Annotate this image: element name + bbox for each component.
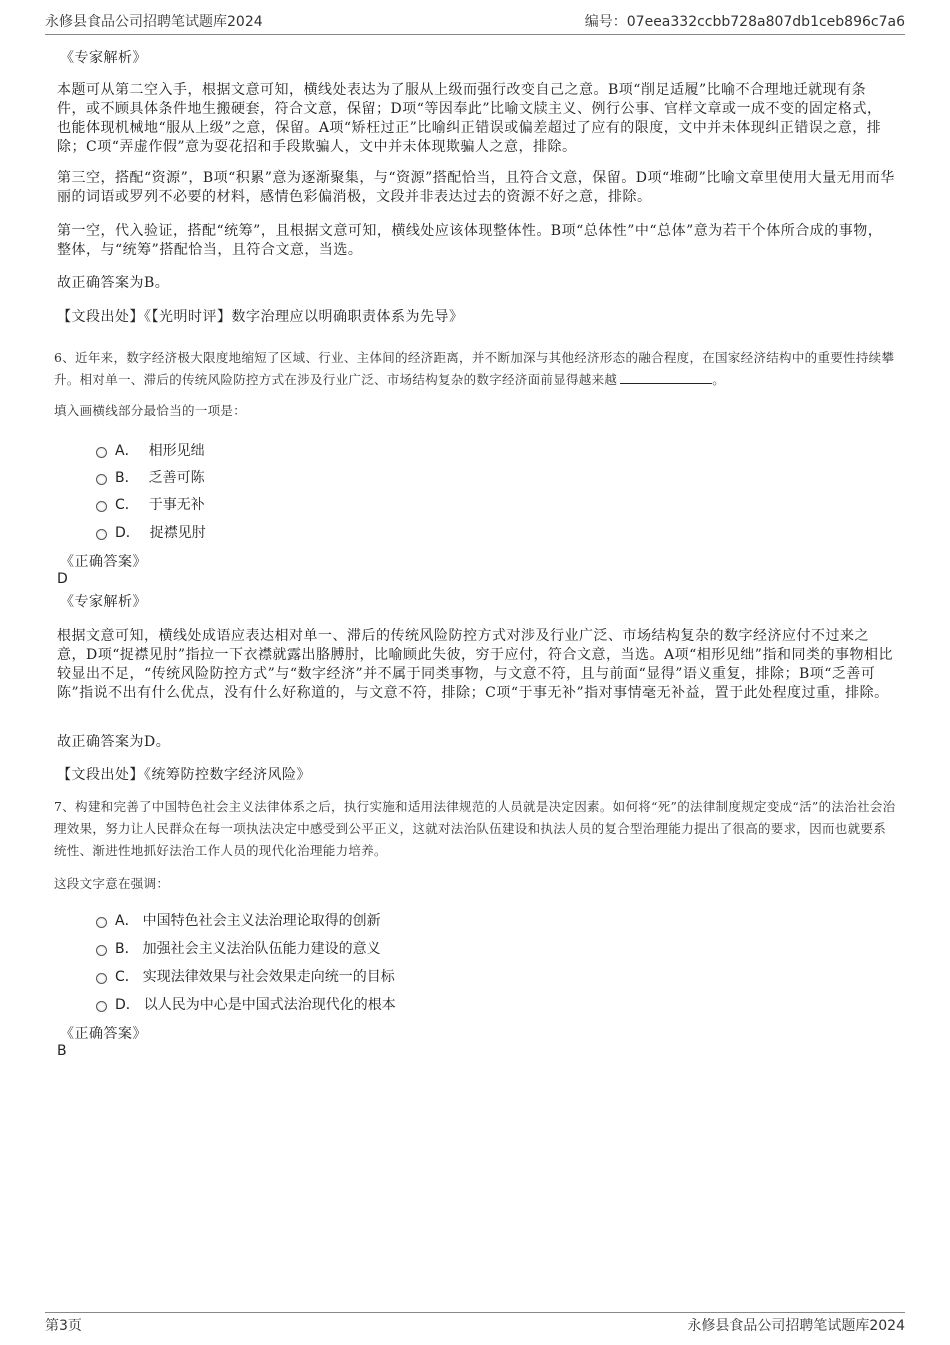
q6-prompt: 填入画横线部分最恰当的一项是： — [54, 403, 247, 418]
q6-option-b[interactable]: B． 乏善可陈 — [96, 467, 205, 487]
footer-title: 永修县食品公司招聘笔试题库2024 — [687, 1318, 905, 1334]
q6-blank — [620, 370, 712, 384]
q5-conclusion: 故正确答案为B。 — [57, 275, 170, 291]
q6-source: 【文段出处】《统筹防控数字经济风险》 — [57, 767, 311, 783]
q5-analysis-para1: 本题可从第二空入手，根据文意可知，横线处表达为了服从上级而强行改变自己之意。B项“削足适履”比喻不合理地迁就现有条件，或不顾具体条件地生搬硬套，符合文意，保留；D项“等因奉此”比喻文牍主义、例行公事、官样文章或一成不变的固定格式，也能体现机械地“服从上级”之意，保留。A项“矫枉过正”比喻纠正错误或偏差超过了应有的限度，文中并未体现纠正错误之意，排除；C项“弄虚作假”意为耍花招和手段欺骗人，文中并未体现欺骗人之意，排除。 — [57, 82, 882, 155]
q7-answer: B — [57, 1043, 67, 1059]
q7-option-a[interactable]: A． 中国特色社会主义法治理论取得的创新 — [96, 910, 381, 930]
q7-answer-label: 《正确答案》 — [60, 1026, 147, 1042]
q5-expert-label: 《专家解析》 — [60, 50, 147, 66]
radio-icon[interactable] — [96, 474, 107, 485]
header-title: 永修县食品公司招聘笔试题库2024 — [45, 14, 263, 30]
page-footer — [45, 1312, 905, 1337]
radio-icon[interactable] — [96, 917, 107, 928]
q6-option-d[interactable]: D． 捉襟见肘 — [96, 522, 206, 542]
q6-analysis: 根据文意可知，横线处成语应表达相对单一、滞后的传统风险防控方式对涉及行业广泛、市场结构复杂的数字经济应付不过来之意，D项“捉襟见肘”指拉一下衣襟就露出胳膊肘，比喻顾此失彼，穷于应付，符合文意，当选。A项“相形见绌”指和同类的事物相比较显出不足，“传统风险防控方式”与“数字经济”并不属于同类事物，与文意不符，且与前面“显得”语义重复，排除；B项“乏善可陈”指说不出有什么优点，没有什么好称道的，与文意不符，排除；C项“于事无补”指对事情毫无补益，置于此处程度过重，排除。 — [57, 628, 893, 701]
radio-icon[interactable] — [96, 529, 107, 540]
q7-option-d[interactable]: D． 以人民为中心是中国式法治现代化的根本 — [96, 994, 396, 1014]
q7-stem: 7、构建和完善了中国特色社会主义法律体系之后，执行实施和适用法律规范的人员就是决定因素。如何将“死”的法律制度规定变成“活”的法治社会治理效果，努力让人民群众在每一项执法决定中感受到公平正义，这就对法治队伍建设和执法人员的复合型治理能力提出了很高的要求，因而也就要系统性、渐进性地抓好法治工作人员的现代化治理能力培养。 — [54, 799, 896, 858]
q6-option-a[interactable]: A． 相形见绌 — [96, 440, 205, 460]
q6-stem — [54, 347, 898, 391]
q5-analysis-para2: 第三空，搭配“资源”，B项“积累”意为逐渐聚集，与“资源”搭配恰当，且符合文意，保留。D项“堆砌”比喻文章里使用大量无用而华丽的词语或罗列不必要的材料，感情色彩偏消极，文段并非表达过去的资源不好之意，排除。 — [57, 170, 895, 205]
q6-conclusion: 故正确答案为D。 — [57, 734, 171, 750]
q6-answer-label: 《正确答案》 — [60, 554, 147, 570]
q7-option-c[interactable]: C． 实现法律效果与社会效果走向统一的目标 — [96, 966, 395, 986]
q6-stem-end: 。 — [712, 372, 726, 387]
radio-icon[interactable] — [96, 1001, 107, 1012]
radio-icon[interactable] — [96, 501, 107, 512]
page-header — [45, 13, 905, 35]
radio-icon[interactable] — [96, 973, 107, 984]
q7-option-b[interactable]: B． 加强社会主义法治队伍能力建设的意义 — [96, 938, 381, 958]
q5-analysis-para3: 第一空，代入验证，搭配“统筹”，且根据文意可知，横线处应该体现整体性。B项“总体性”中“总体”意为若干个体所合成的事物，整体，与“统筹”搭配恰当，且符合文意，当选。 — [57, 223, 883, 258]
radio-icon[interactable] — [96, 945, 107, 956]
q6-answer: D — [57, 571, 68, 587]
footer-page: 第3页 — [45, 1318, 82, 1334]
q7-prompt: 这段文字意在强调： — [54, 876, 170, 891]
q6-expert-label: 《专家解析》 — [60, 594, 147, 610]
q6-option-c[interactable]: C． 于事无补 — [96, 494, 205, 514]
radio-icon[interactable] — [96, 447, 107, 458]
q5-source: 【文段出处】《【光明时评】数字治理应以明确职责体系为先导》 — [57, 309, 464, 325]
q6-stem-text: 6、近年来，数字经济极大限度地缩短了区域、行业、主体间的经济距离，并不断加深与其他经济形态的融合程度，在国家经济结构中的重要性持续攀升。相对单一、滞后的传统风险防控方式在涉及行业广泛、市场结构复杂的数字经济面前显得越来越 — [54, 350, 895, 387]
header-code: 编号：07eea332ccbb728a807db1ceb896c7a6 — [584, 14, 905, 30]
